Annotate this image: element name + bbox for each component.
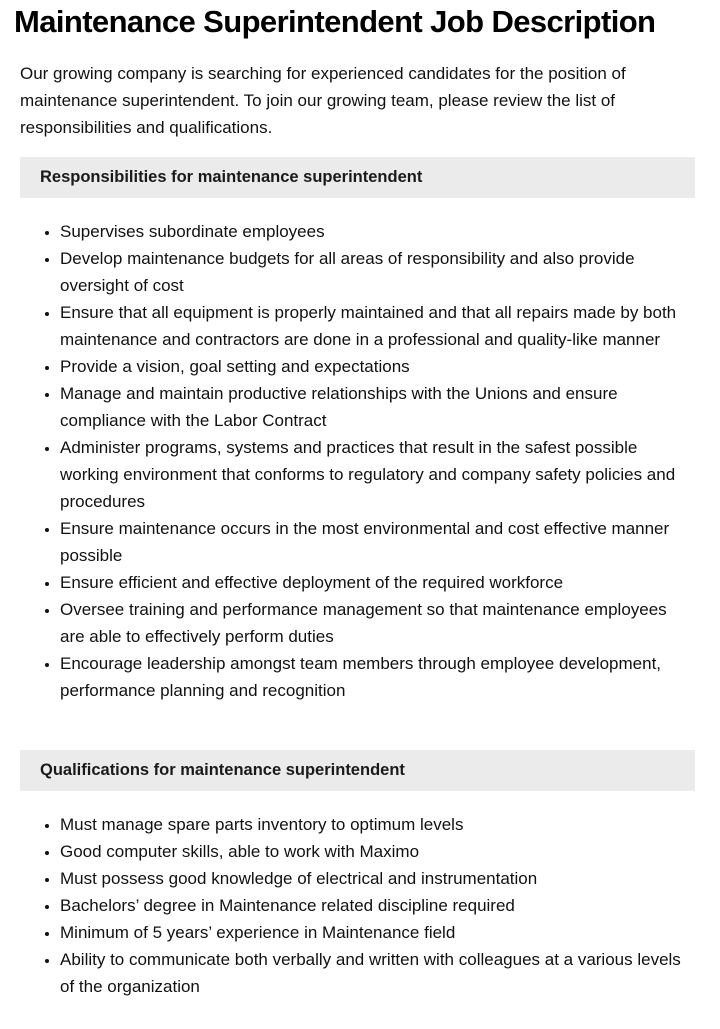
list-item: • Manage and maintain productive relationships with the Unions and ensure compliance with the Labor Contract (60, 380, 695, 434)
list-item: • Good computer skills, able to work with Maximo (60, 838, 695, 865)
list-item: • Ensure maintenance occurs in the most environmental and cost effective manner possible (60, 515, 695, 569)
list-item: • Develop maintenance budgets for all areas of responsibility and also provide oversight of cost (60, 245, 695, 299)
list-item: • Ensure efficient and effective deployment of the required workforce (60, 569, 695, 596)
responsibilities-heading: Responsibilities for maintenance superintendent (20, 157, 695, 198)
list-item: • Provide a vision, goal setting and expectations (60, 353, 695, 380)
list-item: • Administer programs, systems and practices that result in the safest possible working environment that conforms to regulatory and company safety policies and procedures (60, 434, 695, 515)
list-item: • Oversee training and performance management so that maintenance employees are able to effectively perform duties (60, 596, 695, 650)
list-item: • Minimum of 5 years’ experience in Maintenance field (60, 919, 695, 946)
qualifications-list (20, 811, 695, 1000)
list-item: • Supervises subordinate employees (60, 218, 695, 245)
intro-paragraph: Our growing company is searching for experienced candidates for the position of maintenance superintendent. To join our growing team, please review the list of responsibilities and qualifications. (20, 64, 626, 137)
responsibilities-section (20, 157, 695, 704)
list-item: • Must possess good knowledge of electrical and instrumentation (60, 865, 695, 892)
list-item: • Must manage spare parts inventory to optimum levels (60, 811, 695, 838)
list-item: • Ability to communicate both verbally and written with colleagues at a various levels of the organization (60, 946, 695, 1000)
list-item: • Encourage leadership amongst team members through employee development, performance planning and recognition (60, 650, 695, 704)
list-item: • Bachelors’ degree in Maintenance related discipline required (60, 892, 695, 919)
responsibilities-list (20, 218, 695, 704)
page-title: Maintenance Superintendent Job Description (14, 4, 656, 39)
qualifications-section (20, 750, 695, 1000)
qualifications-heading: Qualifications for maintenance superintendent (20, 750, 695, 791)
list-item: • Ensure that all equipment is properly maintained and that all repairs made by both maintenance and contractors are done in a professional and quality-like manner (60, 299, 695, 353)
